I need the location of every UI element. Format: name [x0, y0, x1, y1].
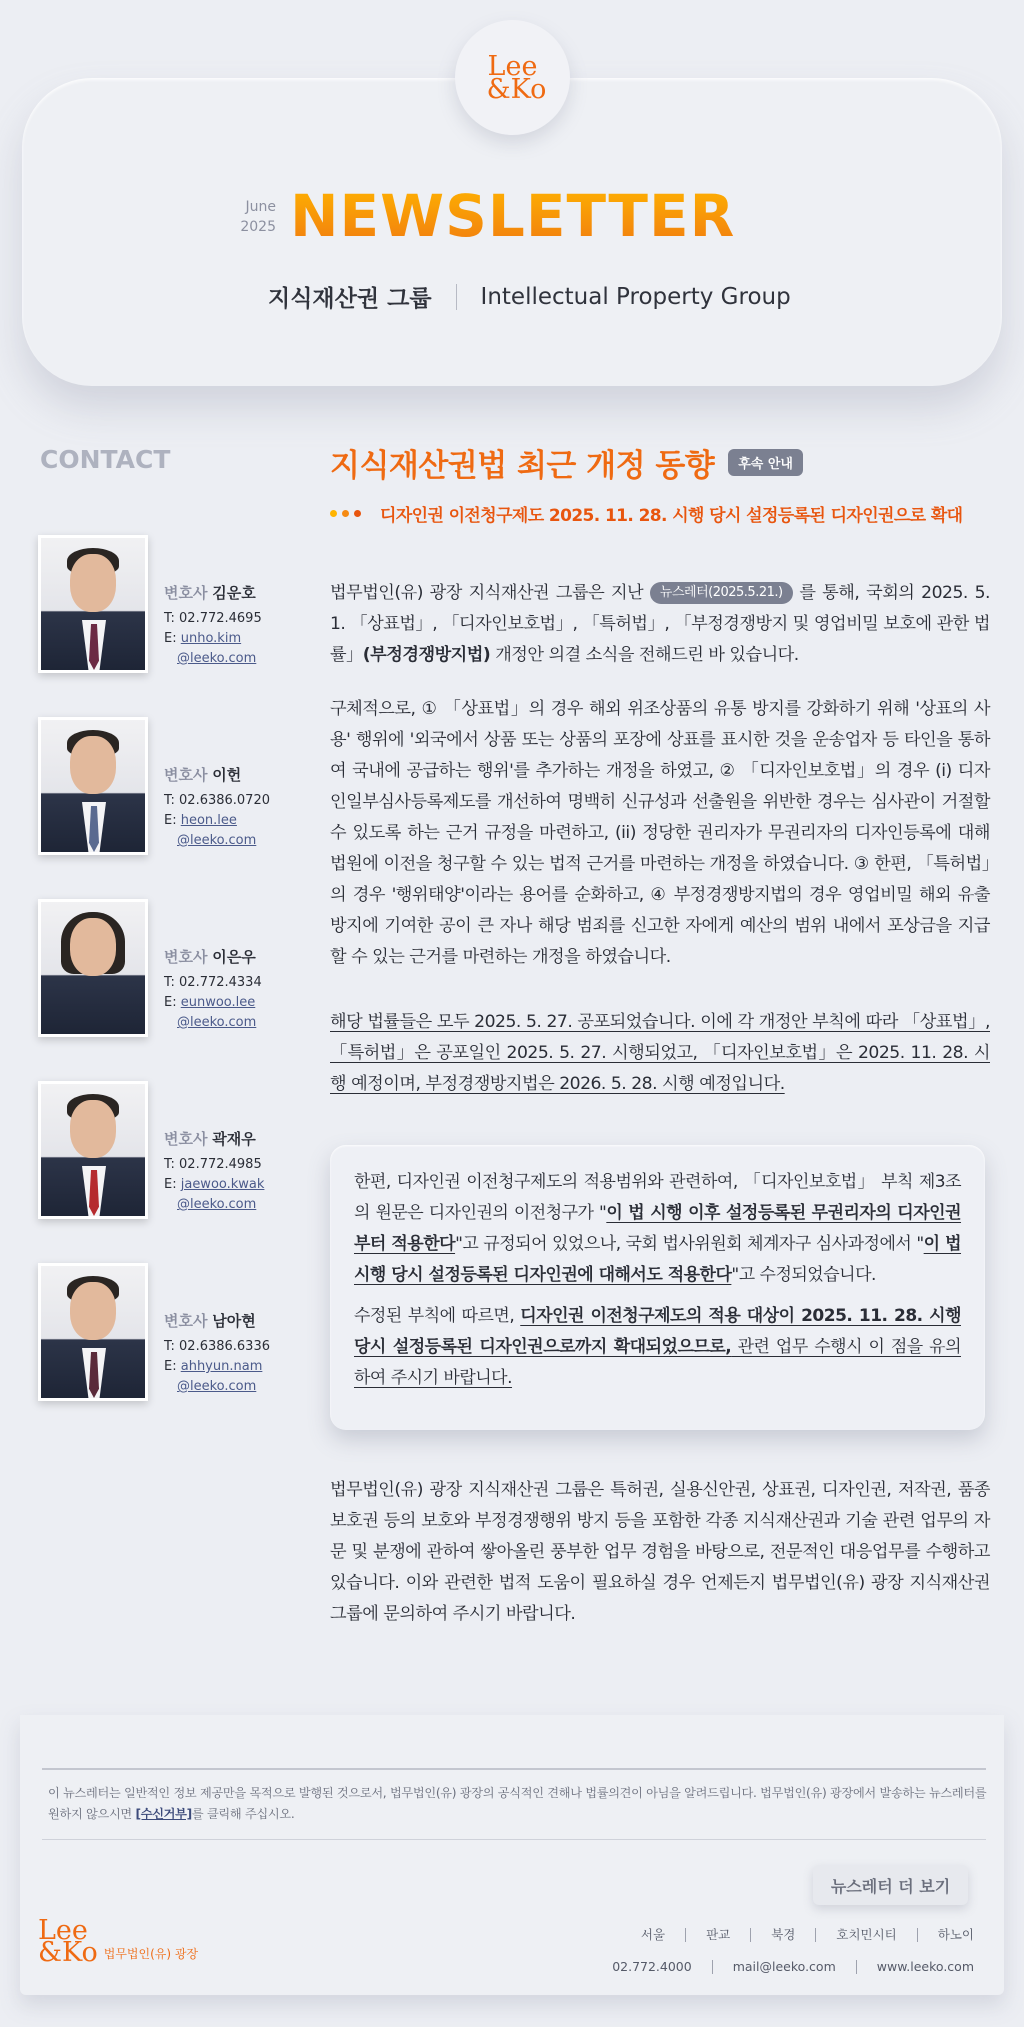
newsletter-title: NEWSLETTER [290, 182, 736, 250]
contact-card [38, 717, 318, 862]
footer-phone: 02.772.4000 [612, 1959, 692, 1974]
email-prefix: E: [164, 1177, 181, 1192]
lawyer-role: 변호사 [164, 1130, 208, 1148]
newsletter-link-pill[interactable]: 뉴스레터(2025.5.21.) [650, 582, 793, 604]
article-header [330, 440, 990, 526]
group-line [268, 280, 791, 313]
article-subtitle [330, 501, 990, 526]
email-prefix: E: [164, 1359, 181, 1374]
office-item: 북경 [750, 1928, 815, 1942]
lawyer-role: 변호사 [164, 766, 208, 784]
lawyer-name: 곽재우 [212, 1130, 256, 1148]
office-item: 서울 [640, 1927, 666, 1942]
office-item: 판교 [685, 1928, 750, 1942]
lawyer-email-domain[interactable]: @leeko.com [177, 651, 257, 666]
footer-logo: Lee &Ko 법무법인(유) 광장 [38, 1915, 199, 1968]
lawyer-role: 변호사 [164, 1312, 208, 1330]
more-newsletters-button[interactable]: 뉴스레터 더 보기 [813, 1865, 968, 1905]
lawyer-name: 남아현 [212, 1312, 256, 1330]
footer-divider [42, 1768, 986, 1770]
issue-month: June [245, 199, 276, 215]
contact-title: CONTACT [40, 445, 171, 474]
intro-text-a: 법무법인(유) 광장 지식재산권 그룹은 지난 [330, 583, 650, 603]
group-divider [456, 284, 457, 310]
lawyer-email-link[interactable]: unho.kim [180, 631, 242, 646]
firm-name: 법무법인(유) 광장 [103, 1947, 199, 1961]
notice-quote-original: 이 법 시행 이후 설정등록된 무권리자의 디자인권부터 적용한다 [354, 1203, 962, 1254]
logo-mark [479, 50, 547, 105]
lawyer-phone: T: 02.6386.6336 [164, 1339, 270, 1354]
office-item: 하노이 [917, 1928, 974, 1942]
email-prefix: E: [164, 813, 181, 828]
lawyer-photo [38, 899, 148, 1037]
article-subtitle-text: 디자인권 이전청구제도 2025. 11. 28. 시행 당시 설정등록된 디자인권으로 확대 [380, 506, 963, 526]
lawyer-email-domain[interactable]: @leeko.com [177, 1197, 257, 1212]
lawyer-phone: T: 02.772.4695 [164, 611, 262, 626]
lawyer-phone: T: 02.6386.0720 [164, 793, 270, 808]
paragraph-promulgation [330, 1007, 990, 1100]
lawyer-email-link[interactable]: heon.lee [180, 813, 237, 828]
issue-year: 2025 [240, 219, 276, 235]
logo-line2: &Ko [486, 73, 547, 105]
intro-text-bold: (부정경쟁방지법) [362, 645, 491, 665]
footer-contacts [592, 1960, 974, 1974]
article-title: 지식재산권법 최근 개정 동향 [330, 448, 715, 484]
footer-email-link[interactable]: mail@leeko.com [712, 1960, 856, 1974]
follow-up-badge: 후속 안내 [728, 449, 803, 476]
lawyer-email-link[interactable]: jaewoo.kwak [180, 1177, 265, 1192]
email-prefix: E: [164, 631, 181, 646]
lawyer-email-domain[interactable]: @leeko.com [177, 1015, 257, 1030]
intro-text-b: 를 통해, 국회의 2025. 5. 1. 「상표법」, 「디자인보호법」, 「특허법」, 「부정경쟁방지 및 영업비밀 보호에 관한 법률」 [330, 583, 990, 665]
notice-paragraph-1: 한편, 디자인권 이전청구제도의 적용범위와 관련하여, 「디자인보호법」 부칙 제3조의 원문은 디자인권의 이전청구가 "이 법 시행 이후 설정등록된 무권리자의 디자인권부터 적용한다"고 규정되어 있었으나, 국회 법사위원회 체계자구 심사과정에서 "이 법 시행 당시 설정등록된 디자인권에 대해서도 적용한다"고 수정되었습니다. [354, 1172, 962, 1285]
contact-card [38, 899, 318, 1044]
footer [20, 1715, 1004, 1995]
notice-box [330, 1145, 985, 1430]
bullet-dots-icon [330, 510, 366, 517]
notice-key-point: 디자인권 이전청구제도의 적용 대상이 2025. 11. 28. 시행 당시 설정등록된 디자인권으로까지 확대되었으므로, [354, 1306, 961, 1357]
lawyer-phone: T: 02.772.4985 [164, 1157, 262, 1172]
contact-card [38, 535, 318, 680]
lawyer-photo [38, 1263, 148, 1401]
leeko-logo [455, 20, 570, 135]
lawyer-name: 이은우 [212, 948, 256, 966]
notice-paragraph-2: 수정된 부칙에 따르면, 디자인권 이전청구제도의 적용 대상이 2025. 11. 28. 시행 당시 설정등록된 디자인권으로까지 확대되었으므로, 관련 업무 수행시 이 점을 유의하여 주시기 바랍니다. [354, 1306, 961, 1388]
lawyer-photo [38, 1081, 148, 1219]
issue-date [240, 197, 276, 237]
lawyer-email-link[interactable]: eunwoo.lee [180, 995, 256, 1010]
logo-line1: Lee [487, 50, 538, 82]
intro-text-c: 개정안 의결 소식을 전해드린 바 있습니다. [490, 645, 799, 665]
contact-card [38, 1081, 318, 1226]
lawyer-role: 변호사 [164, 948, 208, 966]
lawyer-name: 김운호 [212, 584, 256, 602]
lawyer-name: 이헌 [212, 766, 242, 784]
paragraph-intro [330, 578, 990, 671]
notice-quote-revised: 이 법 시행 당시 설정등록된 디자인권에 대해서도 적용한다 [354, 1234, 962, 1285]
disclaimer: 이 뉴스레터는 일반적인 정보 제공만을 목적으로 발행된 것으로서, 법무법인(유) 광장의 공식적인 견해나 법률의견이 아님을 알려드립니다. 법무법인(유) 광장에서 발송하는 뉴스레터를 원하지 않으시면 [수신거부]를 클릭해 주십시오. [48, 1786, 987, 1821]
promulgation-text: 해당 법률들은 모두 2025. 5. 27. 공포되었습니다. 이에 각 개정안 부칙에 따라 「상표법」, 「특허법」은 공포일인 2025. 5. 27. 시행되었고, 「디자인보호법」은 2025. 11. 28. 시행 예정이며, 부정경쟁방지법은 2026. 5. 28. 시행 예정입니다. [330, 1012, 990, 1094]
lawyer-phone: T: 02.772.4334 [164, 975, 262, 990]
lawyer-email-domain[interactable]: @leeko.com [177, 833, 257, 848]
lawyer-role: 변호사 [164, 584, 208, 602]
email-prefix: E: [164, 995, 181, 1010]
group-name-en: Intellectual Property Group [480, 283, 791, 310]
lawyer-photo [38, 535, 148, 673]
footer-divider [42, 1839, 986, 1840]
lawyer-email-link[interactable]: ahhyun.nam [180, 1359, 263, 1374]
unsubscribe-link[interactable]: [수신거부] [135, 1807, 192, 1821]
paragraph-closing: 법무법인(유) 광장 지식재산권 그룹은 특허권, 실용신안권, 상표권, 디자인권, 저작권, 품종보호권 등의 보호와 부정경쟁행위 방지 등을 포함한 각종 지식재산권과 기술 관련 업무의 자문 및 분쟁에 관하여 쌓아올린 풍부한 업무 경험을 바탕으로, 전문적인 대응업무를 수행하고 있습니다. 이와 관련한 법적 도움이 필요하실 경우 언제든지 법무법인(유) 광장 지식재산권 그룹에 문의하여 주시기 바랍니다. [330, 1480, 990, 1624]
office-list [621, 1928, 974, 1942]
lawyer-email-domain[interactable]: @leeko.com [177, 1379, 257, 1394]
footer-website-link[interactable]: www.leeko.com [856, 1960, 974, 1974]
lawyer-photo [38, 717, 148, 855]
paragraph-details: 구체적으로, ① 「상표법」의 경우 해외 위조상품의 유통 방지를 강화하기 위해 '상표의 사용' 행위에 '외국에서 상품 또는 상품의 포장에 상표를 표시한 것을 운송업자 등 타인을 통하여 국내에 공급하는 행위'를 추가하는 개정을 하였고, ② 「디자인보호법」의 경우 (i) 디자인일부심사등록제도를 개선하여 명백히 신규성과 선출원을 위반한 경우는 심사관이 거절할 수 있도록 하는 근거 규정을 마련하고, (ii) 정당한 권리자가 무권리자의 디자인등록에 대해 법원에 이전을 청구할 수 있는 법적 근거를 마련하는 개정을 하였습니다. ③ 한편, 「특허법」의 경우 '행위태양'이라는 용어를 순화하고, ④ 부정경쟁방지법의 경우 영업비밀 해외 유출 방지에 기여한 공이 큰 자나 해당 범죄를 신고한 자에게 예산의 범위 내에서 포상금을 지급할 수 있는 근거를 마련하는 개정을 하였습니다. [330, 699, 990, 967]
contact-card [38, 1263, 318, 1408]
group-name-ko: 지식재산권 그룹 [268, 286, 432, 312]
office-item: 호치민시티 [815, 1928, 916, 1942]
